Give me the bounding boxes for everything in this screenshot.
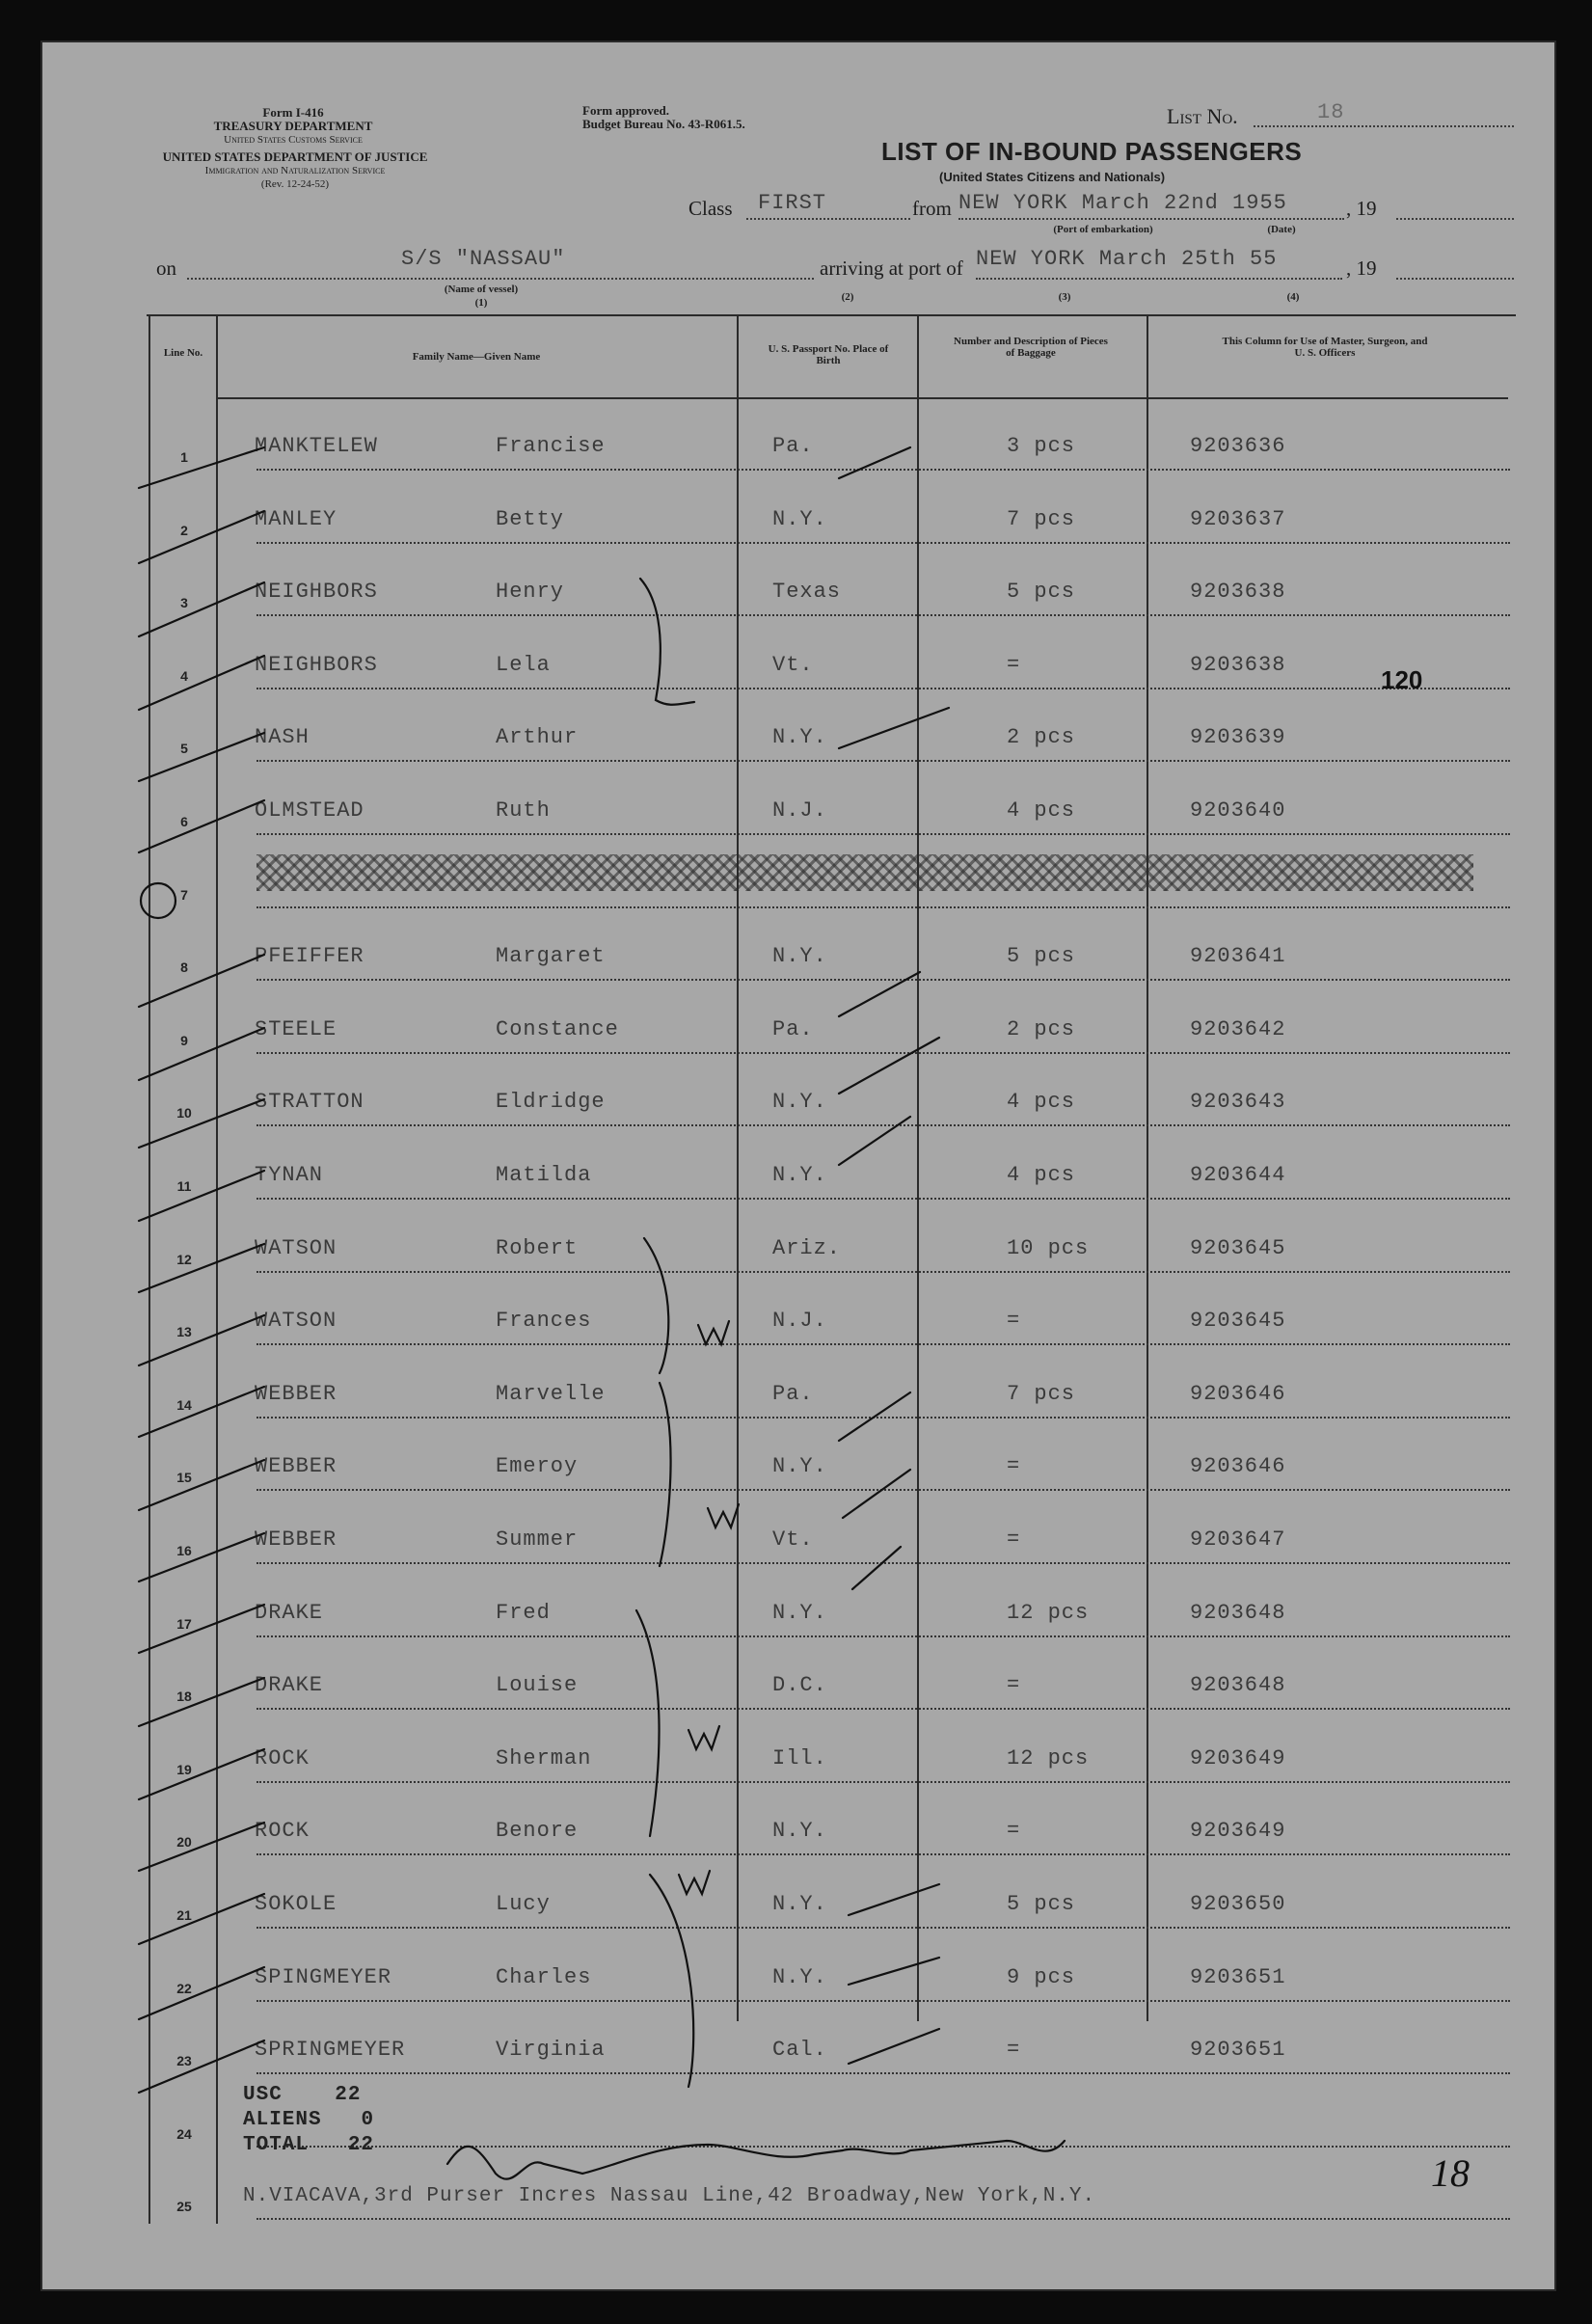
line-no-header: Line No. (163, 347, 203, 359)
family-name: WEBBER (255, 1381, 337, 1406)
family-name: NEIGHBORS (255, 580, 378, 605)
line-number: 14 (176, 1396, 192, 1413)
baggage: 4 pcs (1007, 1090, 1076, 1115)
baggage: 4 pcs (1007, 798, 1076, 823)
list-no-value: 18 (1317, 100, 1345, 124)
line-number: 13 (176, 1324, 192, 1340)
family-name: NASH (255, 725, 310, 750)
form-number: Form I-416 (262, 105, 324, 120)
place-of-birth: N.Y. (772, 506, 827, 531)
given-name: Summer (496, 1527, 579, 1552)
family-name: MANLEY (255, 506, 337, 531)
passport-header: U. S. Passport No. Place of Birth (768, 343, 889, 366)
family-name: DRAKE (255, 1600, 324, 1625)
side-note: 120 (1381, 665, 1423, 694)
year-2: , 19 (1346, 257, 1377, 280)
given-name: Emeroy (496, 1454, 579, 1479)
family-name: STRATTON (255, 1090, 364, 1115)
page-title: LIST OF IN-BOUND PASSENGERS (881, 137, 1303, 166)
treasury-dept: TREASURY DEPARTMENT (213, 119, 373, 133)
col4-caption: (4) (1286, 291, 1300, 303)
line-number: 21 (176, 1907, 192, 1923)
given-name: Benore (496, 1819, 579, 1844)
form-approved: Form approved. (582, 103, 670, 118)
line-number: 20 (176, 1834, 192, 1851)
family-name: DRAKE (255, 1673, 324, 1698)
given-name: Marvelle (496, 1381, 606, 1406)
given-name: Betty (496, 506, 565, 531)
officer-number: 9203646 (1190, 1381, 1286, 1406)
revision: (Rev. 12-24-52) (260, 178, 330, 190)
usc-label: USC (243, 2084, 283, 2106)
line-number: 19 (176, 1761, 192, 1777)
aliens-label: ALIENS (243, 2109, 322, 2131)
year-1: , 19 (1346, 197, 1377, 220)
total-count: 22 (347, 2134, 375, 2156)
line-number: 7 (180, 886, 188, 903)
passenger-list-sheet (40, 41, 1556, 2291)
vessel-caption: (Name of vessel) (444, 284, 519, 295)
line-number: 3 (180, 595, 188, 611)
given-name: Charles (496, 1964, 592, 1989)
place-of-birth: Ill. (772, 1745, 827, 1770)
given-name: Matilda (496, 1163, 592, 1187)
line-number: 4 (180, 667, 188, 684)
family-name: WEBBER (255, 1527, 337, 1552)
date-caption: (Date) (1267, 224, 1296, 235)
arriving-value: NEW YORK March 25th 55 (976, 247, 1278, 271)
total-label: TOTAL (243, 2134, 310, 2156)
line-number: 24 (176, 2125, 192, 2142)
given-name: Lucy (496, 1892, 551, 1916)
family-name: WATSON (255, 1309, 337, 1334)
baggage: 7 pcs (1007, 506, 1076, 531)
from-value: NEW YORK March 22nd 1955 (958, 191, 1287, 215)
place-of-birth: N.Y. (772, 1819, 827, 1844)
family-name: TYNAN (255, 1163, 324, 1187)
officer-number: 9203638 (1190, 580, 1286, 605)
line-number: 9 (180, 1032, 188, 1048)
family-name: WATSON (255, 1235, 337, 1260)
baggage: 3 pcs (1007, 434, 1076, 458)
given-name: Fred (496, 1600, 551, 1625)
family-name: ROCK (255, 1745, 310, 1770)
line-number: 2 (180, 522, 188, 538)
line-number: 1 (180, 449, 188, 465)
officer-number: 9203646 (1190, 1454, 1286, 1479)
col1-caption: (1) (474, 297, 488, 309)
given-name: Robert (496, 1235, 579, 1260)
family-name: SPINGMEYER (255, 1964, 392, 1989)
given-name: Henry (496, 580, 565, 605)
given-name: Ruth (496, 798, 551, 823)
line-number: 5 (180, 741, 188, 757)
class-label: Class (688, 197, 733, 220)
line-number: 10 (176, 1105, 192, 1121)
given-name: Constance (496, 1016, 619, 1041)
page-number: 18 (1431, 2151, 1470, 2195)
place-of-birth: D.C. (772, 1673, 827, 1698)
line-number: 8 (180, 959, 188, 976)
baggage-header: Number and Description of Pieces of Baggage (954, 336, 1108, 359)
given-name: Margaret (496, 944, 606, 969)
baggage: = (1007, 652, 1021, 677)
place-of-birth: N.Y. (772, 1454, 827, 1479)
given-name: Frances (496, 1309, 592, 1334)
handwritten-check-marks (42, 42, 1554, 2289)
family-name: NEIGHBORS (255, 652, 378, 677)
page-subtitle: (United States Citizens and Nationals) (939, 170, 1166, 184)
officer-number: 9203650 (1190, 1892, 1286, 1916)
place-of-birth: Vt. (772, 652, 814, 677)
officer-number: 9203651 (1190, 1964, 1286, 1989)
line-number: 11 (176, 1178, 192, 1194)
place-of-birth: N.Y. (772, 1163, 827, 1187)
justice-dept: UNITED STATES DEPARTMENT OF JUSTICE (162, 149, 428, 164)
aliens-count: 0 (361, 2109, 375, 2131)
from-label: from (912, 197, 952, 220)
place-of-birth: Cal. (772, 2038, 827, 2063)
place-of-birth: Pa. (772, 1016, 814, 1041)
baggage: 9 pcs (1007, 1964, 1076, 1989)
family-name: ROCK (255, 1819, 310, 1844)
arriving-label: arriving at port of (820, 257, 963, 280)
port-embarkation-caption: (Port of embarkation) (1053, 224, 1153, 235)
place-of-birth: N.J. (772, 798, 827, 823)
place-of-birth: N.Y. (772, 1964, 827, 1989)
officer-number: 9203648 (1190, 1673, 1286, 1698)
vessel-name: S/S "NASSAU" (401, 247, 566, 271)
baggage: 5 pcs (1007, 580, 1076, 605)
officer-number: 9203638 (1190, 652, 1286, 677)
baggage: 10 pcs (1007, 1235, 1090, 1260)
family-name: SOKOLE (255, 1892, 337, 1916)
list-no-label: List No. (1167, 104, 1238, 128)
family-name: WEBBER (255, 1454, 337, 1479)
officer-number: 9203647 (1190, 1527, 1286, 1552)
place-of-birth: N.Y. (772, 1892, 827, 1916)
place-of-birth: Pa. (772, 434, 814, 458)
line-number: 23 (176, 2053, 192, 2069)
baggage: = (1007, 1309, 1021, 1334)
baggage: 12 pcs (1007, 1600, 1090, 1625)
officer-number: 9203644 (1190, 1163, 1286, 1187)
baggage: = (1007, 1527, 1021, 1552)
baggage: = (1007, 1673, 1021, 1698)
officer-number: 9203648 (1190, 1600, 1286, 1625)
place-of-birth: Pa. (772, 1381, 814, 1406)
budget-bureau: Budget Bureau No. 43-R061.5. (582, 117, 745, 131)
officers-header: This Column for Use of Master, Surgeon, and U. S. Officers (1222, 336, 1428, 359)
col2-caption: (2) (841, 291, 854, 303)
line-number: 6 (180, 814, 188, 829)
baggage: 5 pcs (1007, 944, 1076, 969)
place-of-birth: N.Y. (772, 1090, 827, 1115)
place-of-birth: Vt. (772, 1527, 814, 1552)
baggage: = (1007, 1819, 1021, 1844)
baggage: 12 pcs (1007, 1745, 1090, 1770)
place-of-birth: Ariz. (772, 1235, 842, 1260)
line-number: 18 (176, 1689, 192, 1705)
place-of-birth: N.Y. (772, 1600, 827, 1625)
given-name: Francise (496, 434, 606, 458)
officer-number: 9203637 (1190, 506, 1286, 531)
officer-number: 9203640 (1190, 798, 1286, 823)
line-number: 15 (176, 1470, 192, 1486)
officer-number: 9203639 (1190, 725, 1286, 750)
line-number: 25 (176, 2199, 192, 2215)
class-value: FIRST (758, 191, 827, 215)
purser-signature-line: N.VIACAVA,3rd Purser Incres Nassau Line,42 Broadway,New York,N.Y. (243, 2185, 1096, 2207)
family-name: MANKTELEW (255, 434, 378, 458)
baggage: = (1007, 2038, 1021, 2063)
given-name: Arthur (496, 725, 579, 750)
place-of-birth: N.Y. (772, 944, 827, 969)
family-name: STEELE (255, 1016, 337, 1041)
given-name: Louise (496, 1673, 579, 1698)
baggage: 2 pcs (1007, 725, 1076, 750)
family-name: OLMSTEAD (255, 798, 364, 823)
family-name-header: Family Name—Given Name (412, 351, 541, 363)
place-of-birth: N.Y. (772, 725, 827, 750)
officer-number: 9203649 (1190, 1745, 1286, 1770)
baggage: 4 pcs (1007, 1163, 1076, 1187)
given-name: Eldridge (496, 1090, 606, 1115)
officer-number: 9203643 (1190, 1090, 1286, 1115)
place-of-birth: Texas (772, 580, 842, 605)
baggage: = (1007, 1454, 1021, 1479)
officer-number: 9203642 (1190, 1016, 1286, 1041)
line-number: 22 (176, 1980, 192, 1996)
family-name: PFEIFFER (255, 944, 364, 969)
given-name: Lela (496, 652, 551, 677)
officer-number: 9203645 (1190, 1235, 1286, 1260)
line-number: 16 (176, 1543, 192, 1558)
ins-service: Immigration and Naturalization Service (204, 165, 386, 176)
place-of-birth: N.J. (772, 1309, 827, 1334)
officer-number: 9203649 (1190, 1819, 1286, 1844)
officer-number: 9203641 (1190, 944, 1286, 969)
given-name: Sherman (496, 1745, 592, 1770)
usc-count: 22 (335, 2084, 362, 2106)
line-number: 17 (176, 1615, 192, 1632)
family-name: SPRINGMEYER (255, 2038, 406, 2063)
officer-number: 9203645 (1190, 1309, 1286, 1334)
baggage: 5 pcs (1007, 1892, 1076, 1916)
baggage: 7 pcs (1007, 1381, 1076, 1406)
officer-number: 9203651 (1190, 2038, 1286, 2063)
given-name: Virginia (496, 2038, 606, 2063)
line-number: 12 (176, 1251, 192, 1267)
col3-caption: (3) (1058, 291, 1071, 303)
baggage: 2 pcs (1007, 1016, 1076, 1041)
customs-service: United States Customs Service (224, 134, 363, 146)
on-label: on (156, 257, 176, 280)
officer-number: 9203636 (1190, 434, 1286, 458)
